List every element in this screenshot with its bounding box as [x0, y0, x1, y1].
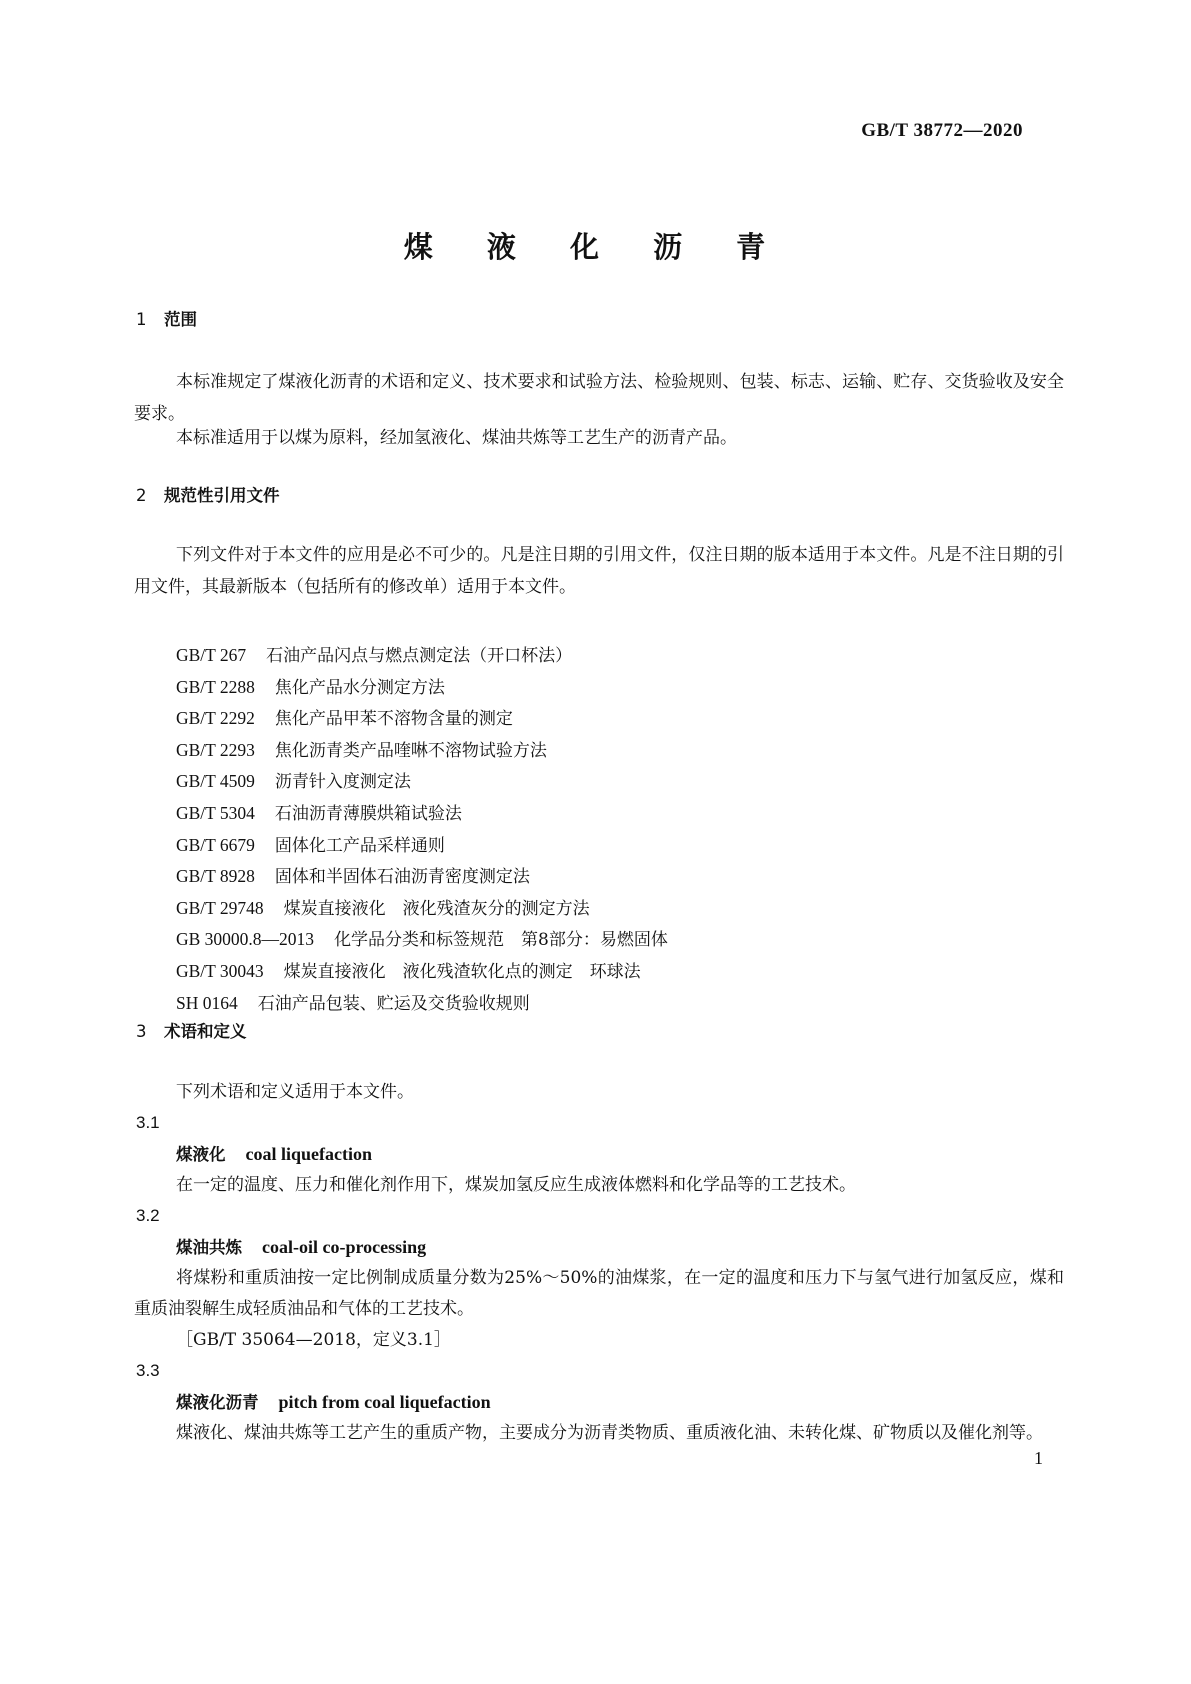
term-definition: 在一定的温度、压力和催化剂作用下，煤炭加氢反应生成液体燃料和化学品等的工艺技术。: [176, 1175, 856, 1195]
reference-code: SH 0164: [176, 992, 238, 1013]
term-number: 3.3: [136, 1361, 160, 1380]
section-number: 1: [136, 310, 147, 329]
document-title: 煤 液 化 沥 青: [403, 230, 788, 264]
reference-title: 煤炭直接液化 液化残渣灰分的测定方法: [283, 898, 590, 919]
reference-title: 石油产品包装、贮运及交货验收规则: [257, 993, 530, 1014]
reference-item: [176, 672, 668, 704]
term-zh: 煤液化沥青: [176, 1393, 259, 1412]
scope-paragraph-2: 本标准适用于以煤为原料，经加氢液化、煤油共炼等工艺生产的沥青产品。: [176, 428, 737, 448]
reference-item: [176, 798, 668, 830]
reference-code: GB/T 29748: [176, 897, 264, 918]
reference-item: [176, 924, 668, 956]
reference-title: 石油沥青薄膜烘箱试验法: [274, 803, 462, 824]
reference-code: GB/T 2292: [176, 708, 255, 729]
reference-item: [176, 766, 668, 798]
terms-intro: 下列术语和定义适用于本文件。: [176, 1082, 414, 1102]
reference-code: GB/T 5304: [176, 802, 255, 823]
reference-item: [176, 988, 668, 1020]
term-source: ［GB/T 35064—2018，定义3.1］: [176, 1330, 451, 1350]
term-heading: [176, 1387, 491, 1418]
term-number: 3.1: [136, 1113, 160, 1132]
term-en: pitch from coal liquefaction: [278, 1392, 491, 1412]
section-heading-scope: [136, 308, 197, 332]
reference-code: GB/T 6679: [176, 834, 255, 855]
reference-item: [176, 640, 668, 672]
reference-code: GB/T 2288: [176, 676, 255, 697]
reference-code: GB/T 4509: [176, 771, 255, 792]
document-code: GB/T 38772—2020: [861, 120, 1023, 141]
reference-list: [176, 640, 668, 1019]
reference-code: GB/T 30043: [176, 960, 264, 981]
term-definition: 将煤粉和重质油按一定比例制成质量分数为25%～50%的油煤浆，在一定的温度和压力下与氢气进行加氢反应，煤和重质油裂解生成轻质油品和气体的工艺技术。: [134, 1268, 1064, 1319]
section-title: 术语和定义: [164, 1022, 247, 1041]
reference-title: 焦化产品甲苯不溶物含量的测定: [274, 709, 513, 730]
section-heading-normative-references: [136, 484, 280, 508]
reference-code: GB 30000.8—2013: [176, 929, 315, 950]
reference-code: GB/T 8928: [176, 866, 255, 887]
reference-title: 固体和半固体石油沥青密度测定法: [274, 867, 530, 888]
reference-title: 化学品分类和标签规范 第8部分：易燃固体: [334, 930, 668, 951]
page-number: 1: [1034, 1448, 1043, 1468]
section-number: 2: [136, 486, 147, 505]
reference-title: 沥青针入度测定法: [274, 772, 411, 793]
reference-code: GB/T 2293: [176, 739, 255, 760]
scope-paragraph-1: 本标准规定了煤液化沥青的术语和定义、技术要求和试验方法、检验规则、包装、标志、运输、贮存、交货验收及安全要求。: [134, 372, 1064, 424]
reference-title: 石油产品闪点与燃点测定法（开口杯法）: [266, 646, 573, 666]
section-title: 范围: [164, 310, 197, 329]
term-number: 3.2: [136, 1206, 160, 1225]
reference-item: [176, 703, 668, 735]
normative-intro-paragraph: 下列文件对于本文件的应用是必不可少的。凡是注日期的引用文件，仅注日期的版本适用于本文件。凡是不注日期的引用文件，其最新版本（包括所有的修改单）适用于本文件。: [134, 545, 1064, 597]
section-heading-terms: [136, 1020, 247, 1044]
term-en: coal-oil co-processing: [262, 1237, 427, 1257]
section-title: 规范性引用文件: [164, 486, 280, 505]
reference-code: GB/T 267: [176, 645, 247, 665]
term-heading: [176, 1232, 426, 1263]
term-definition: 煤液化、煤油共炼等工艺产生的重质产物，主要成分为沥青类物质、重质液化油、未转化煤、矿物质以及催化剂等。: [176, 1423, 1043, 1443]
reference-item: [176, 830, 668, 862]
term-zh: 煤油共炼: [176, 1238, 242, 1257]
reference-title: 焦化沥青类产品喹啉不溶物试验方法: [274, 740, 547, 761]
reference-title: 煤炭直接液化 液化残渣软化点的测定 环球法: [283, 961, 641, 982]
reference-title: 焦化产品水分测定方法: [274, 677, 445, 698]
term-zh: 煤液化: [176, 1145, 226, 1164]
reference-title: 固体化工产品采样通则: [274, 835, 445, 856]
term-en: coal liquefaction: [245, 1144, 372, 1164]
reference-item: [176, 735, 668, 767]
reference-item: [176, 861, 668, 893]
section-number: 3: [136, 1022, 147, 1041]
term-heading: [176, 1139, 372, 1170]
reference-item: [176, 956, 668, 988]
reference-item: [176, 893, 668, 925]
